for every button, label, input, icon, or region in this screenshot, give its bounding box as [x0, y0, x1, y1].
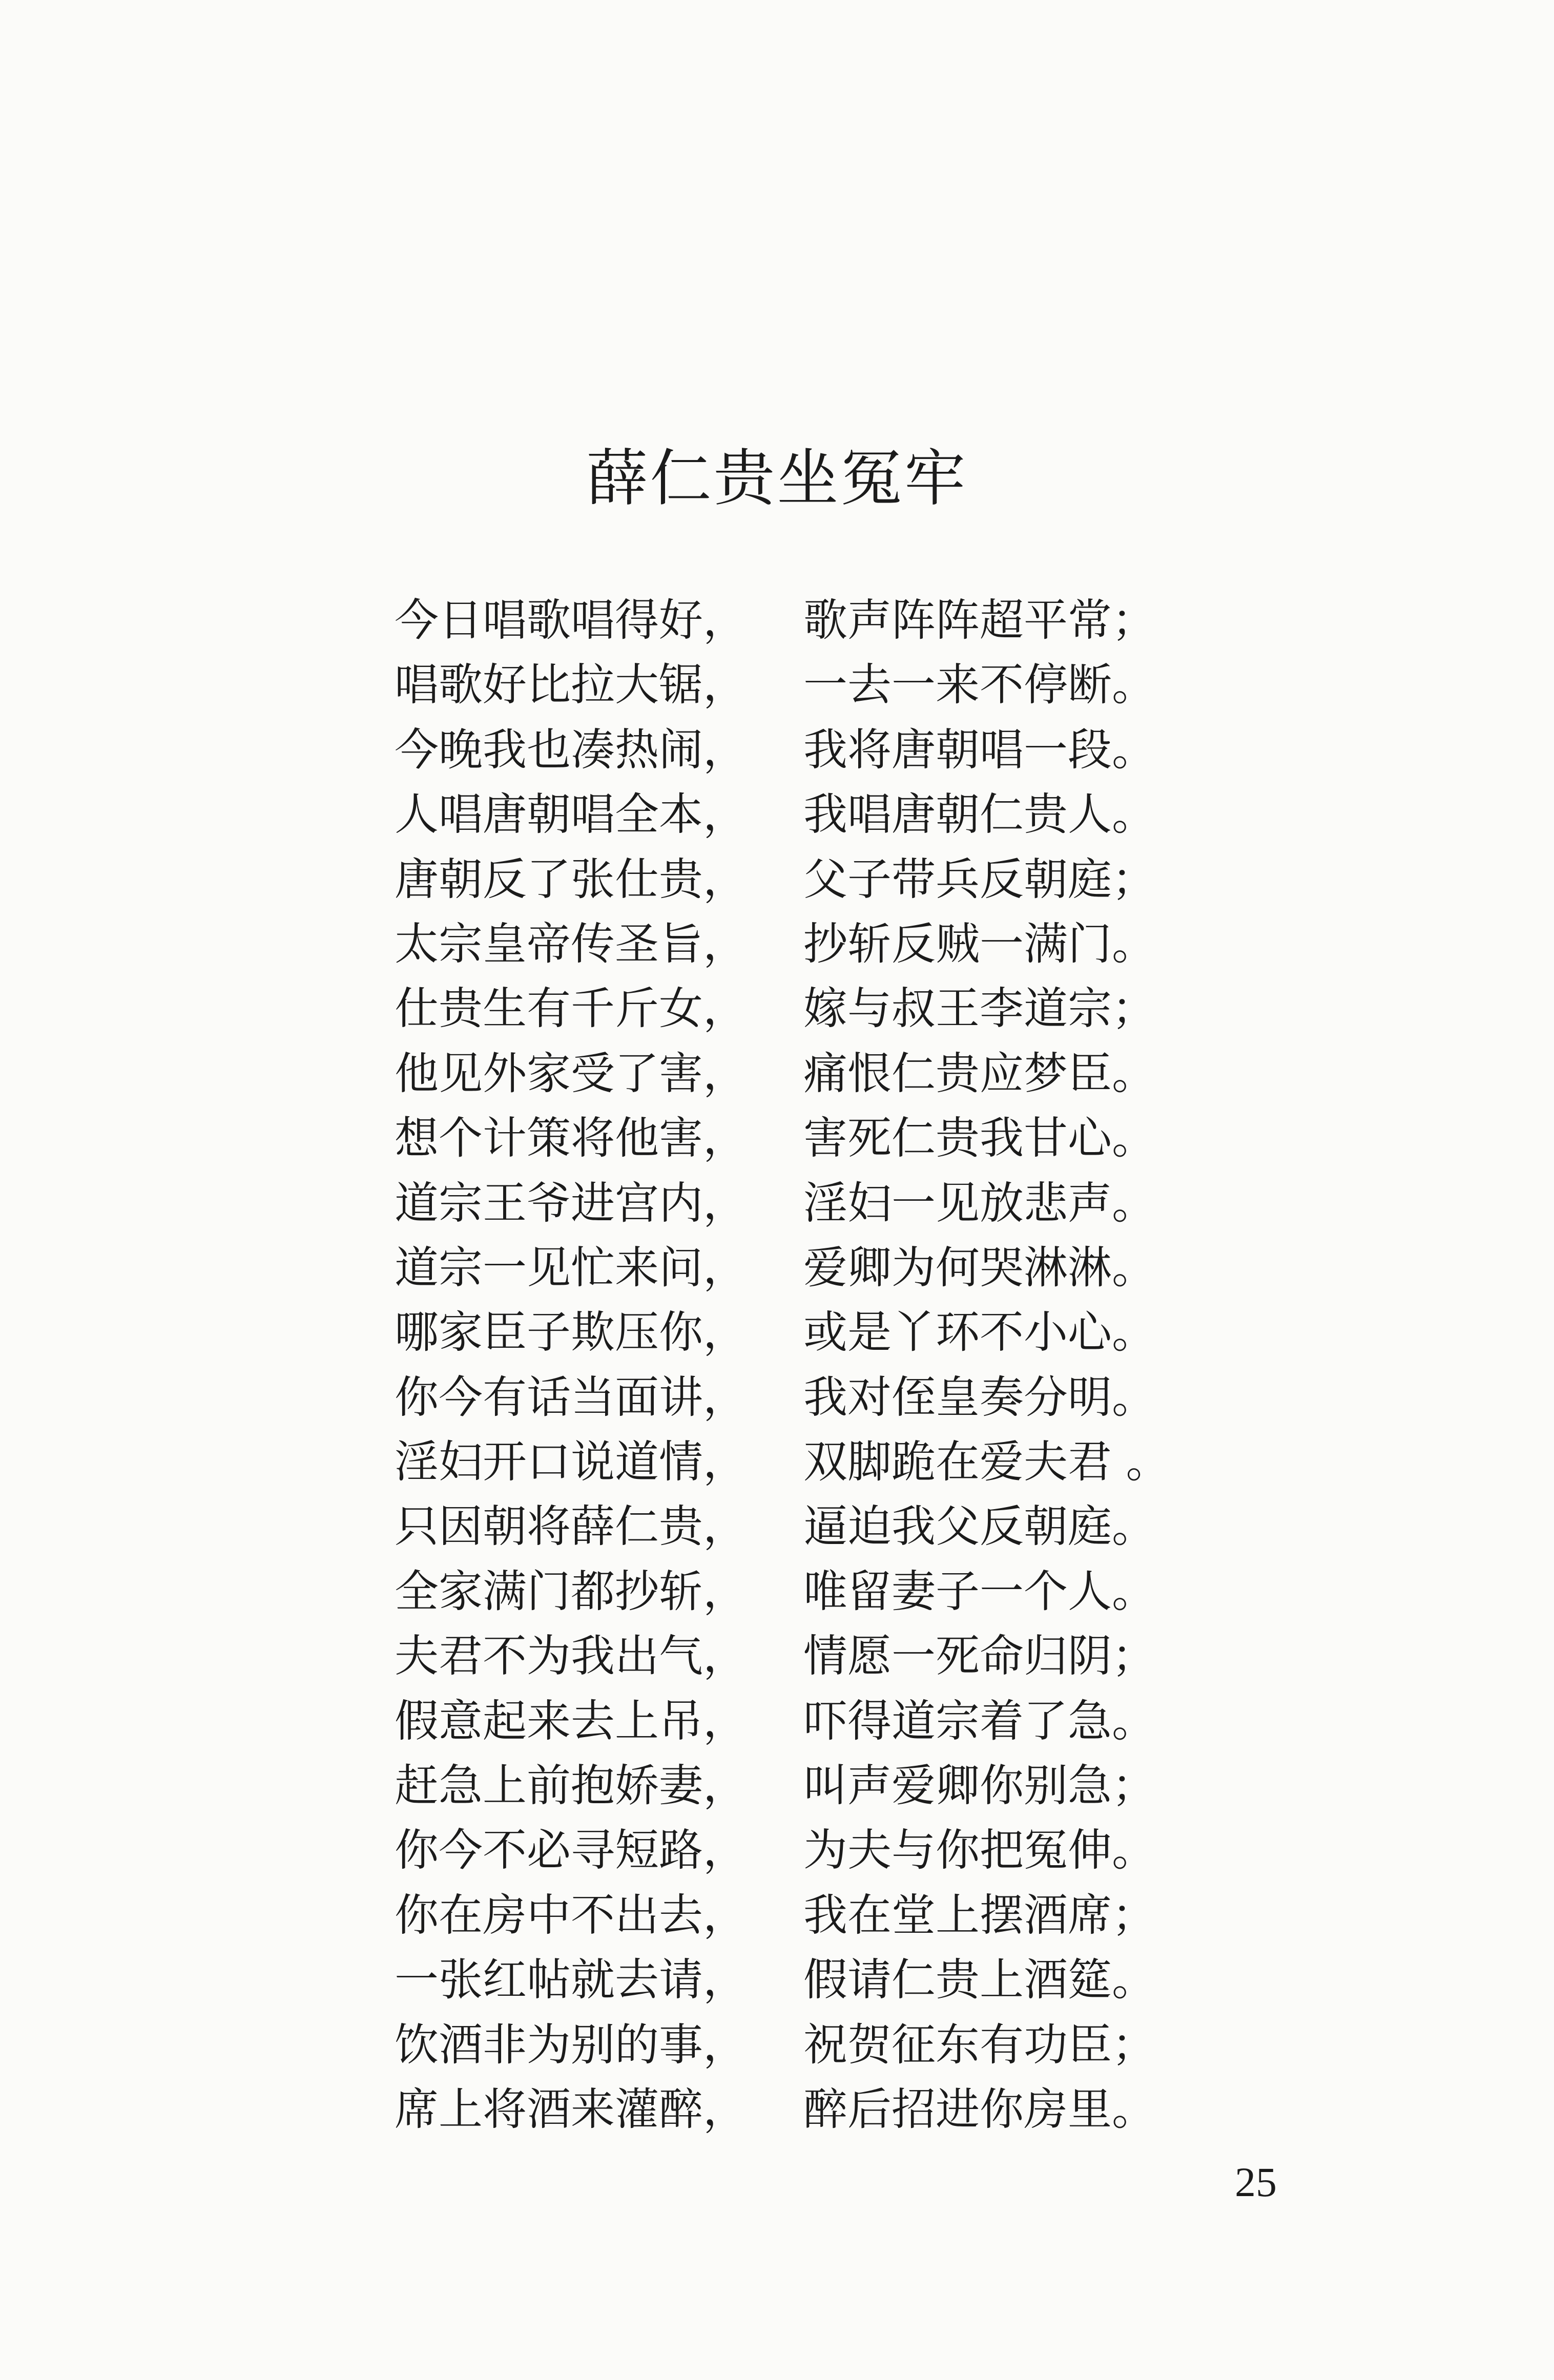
poem-line-first-half: 一张红帖就去请， [395, 1954, 747, 2006]
poem-line-first-half: 全家满门都抄斩， [395, 1565, 747, 1617]
poem-line-second-half: 我将唐朝唱一段。 [803, 724, 1156, 776]
poem-line-second-half: 为夫与你把冤伸。 [803, 1825, 1156, 1876]
poem-line-first-half: 太宗皇帝传圣旨， [395, 918, 747, 970]
poem-line-first-half: 夫君不为我出气， [395, 1631, 747, 1682]
poem-line-first-half: 只因朝将薛仁贵， [395, 1501, 747, 1553]
poem-line-first-half: 你今有话当面讲， [395, 1371, 747, 1423]
poem-line-second-half: 害死仁贵我甘心。 [803, 1113, 1156, 1164]
poem-line-first-half: 席上将酒来灌醉， [395, 2083, 747, 2135]
poem-line-first-half: 假意起来去上吊， [395, 1695, 747, 1747]
poem-line-second-half: 逼迫我父反朝庭。 [803, 1501, 1156, 1553]
poem-line-first-half: 道宗王爷进宫内， [395, 1177, 747, 1229]
poem-line-second-half: 爱卿为何哭淋淋。 [803, 1242, 1156, 1293]
poem-line [0, 1948, 1554, 2012]
poem-line-first-half: 人唱唐朝唱全本， [395, 789, 747, 841]
poem-line-second-half: 情愿一死命归阴； [803, 1631, 1156, 1682]
poem-line-first-half: 想个计策将他害， [395, 1113, 747, 1164]
poem-line [0, 912, 1554, 976]
poem-line [0, 1041, 1554, 1106]
poem-line [0, 1753, 1554, 1818]
poem-line-second-half: 双脚跪在爱夫君 。 [803, 1436, 1170, 1488]
poem-line [0, 1624, 1554, 1688]
poem-line [0, 2077, 1554, 2142]
poem-line [0, 2013, 1554, 2077]
poem-line [0, 1236, 1554, 1300]
poem-line-first-half: 赶急上前抱娇妻， [395, 1760, 747, 1812]
poem-line-second-half: 歌声阵阵超平常； [803, 595, 1156, 646]
poem-line-first-half: 饮酒非为别的事， [395, 2019, 747, 2071]
poem-line-first-half: 哪家臣子欺压你， [395, 1307, 747, 1359]
poem-line [0, 588, 1554, 653]
poem-line-second-half: 抄斩反贼一满门。 [803, 918, 1156, 970]
poem-line-second-half: 我在堂上摆酒席； [803, 1889, 1156, 1941]
poem-line-first-half: 道宗一见忙来问， [395, 1242, 747, 1293]
poem-line [0, 847, 1554, 912]
poem-body [0, 588, 1554, 2142]
poem-line-first-half: 今日唱歌唱得好， [395, 595, 747, 646]
poem-line-first-half: 唐朝反了张仕贵， [395, 853, 747, 905]
poem-line-second-half: 或是丫环不小心。 [803, 1307, 1156, 1359]
poem-line-second-half: 一去一来不停断。 [803, 659, 1156, 711]
poem-line-second-half: 吓得道宗着了急。 [803, 1695, 1156, 1747]
poem-line [0, 1106, 1554, 1171]
poem-line-second-half: 叫声爱卿你别急； [803, 1760, 1156, 1812]
poem-line [0, 718, 1554, 782]
poem-line [0, 1883, 1554, 1948]
poem-line-second-half: 父子带兵反朝庭； [803, 853, 1156, 905]
poem-line [0, 1430, 1554, 1494]
poem-line-first-half: 今晚我也凑热闹， [395, 724, 747, 776]
poem-line-second-half: 假请仁贵上酒筵。 [803, 1954, 1156, 2006]
poem-line-second-half: 醉后招进你房里。 [803, 2083, 1156, 2135]
poem-line-first-half: 淫妇开口说道情， [395, 1436, 747, 1488]
poem-line [0, 1494, 1554, 1559]
poem-line-second-half: 痛恨仁贵应梦臣。 [803, 1048, 1156, 1099]
poem-line-second-half: 唯留妻子一个人。 [803, 1565, 1156, 1617]
poem-line-first-half: 你今不必寻短路， [395, 1825, 747, 1876]
poem-line [0, 1689, 1554, 1753]
page-number: 25 [1235, 2159, 1277, 2205]
poem-line-first-half: 他见外家受了害， [395, 1048, 747, 1099]
poem-line [0, 1818, 1554, 1883]
poem-line [0, 1559, 1554, 1624]
poem-line [0, 782, 1554, 847]
poem-line [0, 976, 1554, 1041]
poem-line-second-half: 嫁与叔王李道宗； [803, 983, 1156, 1035]
poem-line-first-half: 仕贵生有千斤女， [395, 983, 747, 1035]
poem-line-second-half: 淫妇一见放悲声。 [803, 1177, 1156, 1229]
poem-line [0, 653, 1554, 717]
poem-line-second-half: 我对侄皇奏分明。 [803, 1371, 1156, 1423]
poem-line-second-half: 我唱唐朝仁贵人。 [803, 789, 1156, 841]
poem-line [0, 1300, 1554, 1365]
poem-line [0, 1365, 1554, 1430]
poem-title: 薛仁贵坐冤牢 [586, 443, 968, 514]
poem-line-first-half: 唱歌好比拉大锯， [395, 659, 747, 711]
poem-line-first-half: 你在房中不出去， [395, 1889, 747, 1941]
poem-line-second-half: 祝贺征东有功臣； [803, 2019, 1156, 2071]
poem-line [0, 1171, 1554, 1236]
